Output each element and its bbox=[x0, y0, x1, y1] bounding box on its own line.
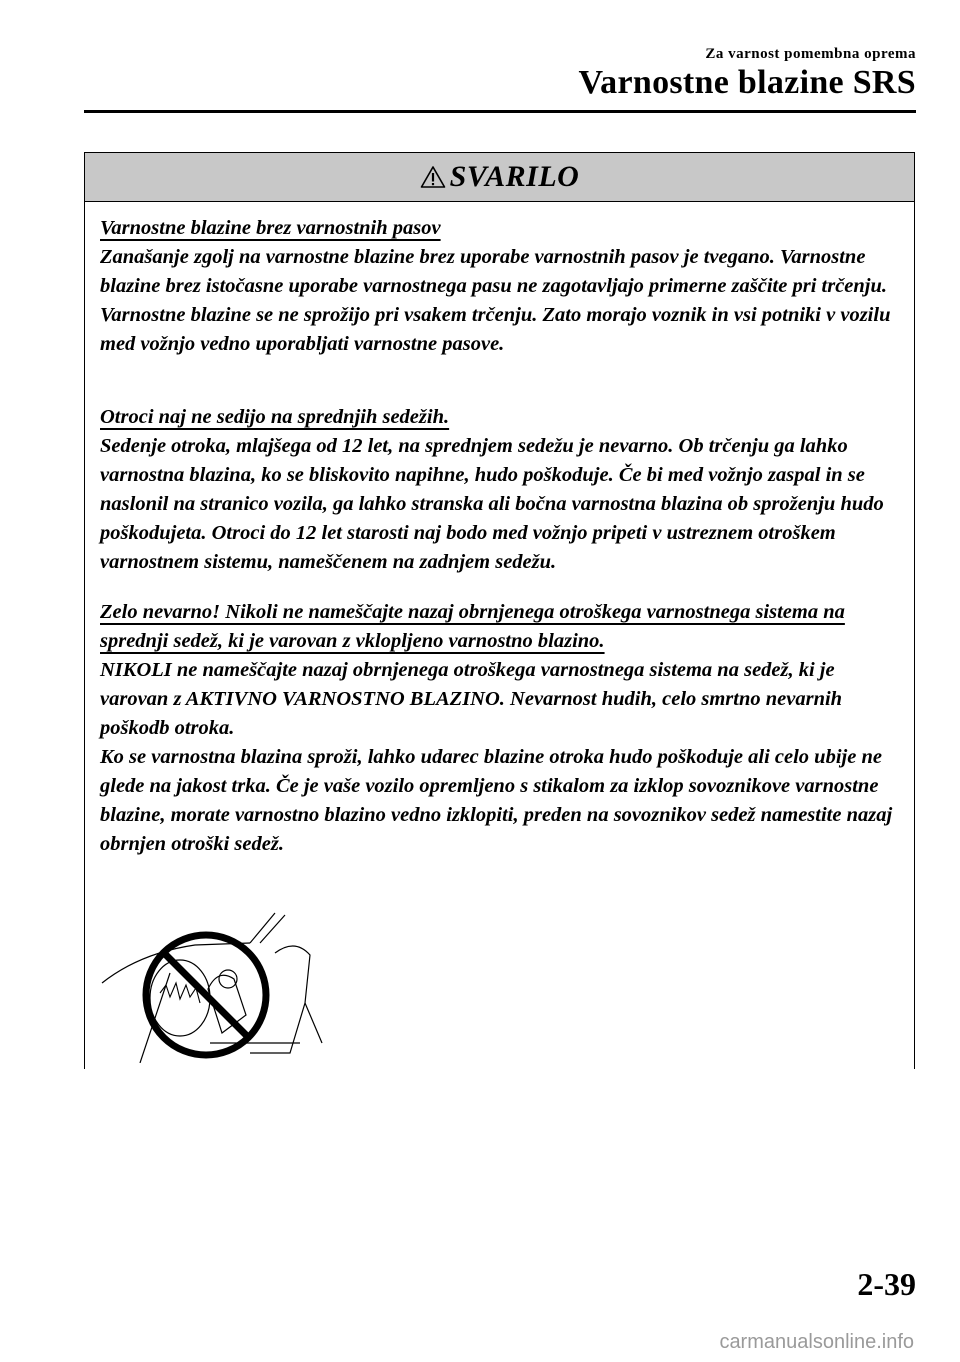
paragraph-body: NIKOLI ne nameščajte nazaj obrnjenega otroškega varnostnega sistema na sedež, ki je varovan z AKTIVNO VARNOSTNO BLAZINO. Nevarnost hudih, celo smrtno nevarnih poškodb otroka. bbox=[100, 659, 843, 739]
paragraph-heading: Otroci naj ne sedijo na sprednjih sedežih. bbox=[100, 406, 450, 428]
warning-triangle-icon bbox=[420, 165, 446, 189]
section-label: Za varnost pomembna oprema bbox=[705, 46, 916, 62]
header-rule bbox=[84, 110, 916, 113]
warning-header bbox=[85, 153, 914, 202]
warning-box bbox=[84, 152, 915, 1069]
site-watermark: carmanualsonline.info bbox=[719, 1331, 914, 1353]
chapter-title: Varnostne blazine SRS bbox=[578, 64, 916, 101]
rear-facing-child-seat-illustration bbox=[100, 893, 330, 1063]
warning-title: SVARILO bbox=[449, 160, 580, 193]
paragraph-body: Sedenje otroka, mlajšega od 12 let, na sprednjem sedežu je nevarno. Ob trčenju ga lahko varnostna blazina, ko se bliskovito napihne, hudo poškoduje. Če bi med vožnjo zaspal in se naslonil na stranico vozila, ga lahko stranska ali bočna varnostna blazina ob sproženju hudo poškodujeta. Otroci do 12 let starosti naj bodo med vožnjo pripeti v ustreznem otroškem varnostnem sistemu, nameščenem na zadnjem sedežu. bbox=[100, 435, 884, 573]
warning-paragraph-seatbelts bbox=[100, 214, 898, 359]
paragraph-body: Zanašanje zgolj na varnostne blazine brez uporabe varnostnih pasov je tvegano. Varnostne blazine brez istočasne uporabe varnostnega pasu ne zagotavljajo primerne zaščite pri trčenju. Varnostne blazine se ne sprožijo pri vsakem trčenju. Zato morajo voznik in vsi potniki v vozilu med vožnjo vedno uporabljati varnostne pasove. bbox=[100, 246, 891, 355]
paragraph-heading: Zelo nevarno! Nikoli ne nameščajte nazaj obrnjenega otroškega varnostnega sistema na sprednji sedež, ki je varovan z vklopljeno varnostno blazino. bbox=[100, 601, 845, 652]
page-number: 2-39 bbox=[857, 1266, 916, 1302]
warning-paragraph-rear-facing bbox=[100, 598, 898, 859]
warning-content bbox=[85, 202, 914, 859]
paragraph-heading: Varnostne blazine brez varnostnih pasov bbox=[100, 217, 441, 239]
page-header bbox=[578, 46, 916, 103]
warning-paragraph-children bbox=[100, 403, 898, 577]
paragraph-body-continued: Ko se varnostna blazina sproži, lahko udarec blazine otroka hudo poškoduje ali celo ubije ne glede na jakost trka. Če je vaše vozilo opremljeno s stikalom za izklop sovoznikove varnostne blazine, morate varnostno blazino vedno izklopiti, preden na sovoznikov sedež namestite nazaj obrnjen otroški sedež. bbox=[100, 746, 893, 855]
